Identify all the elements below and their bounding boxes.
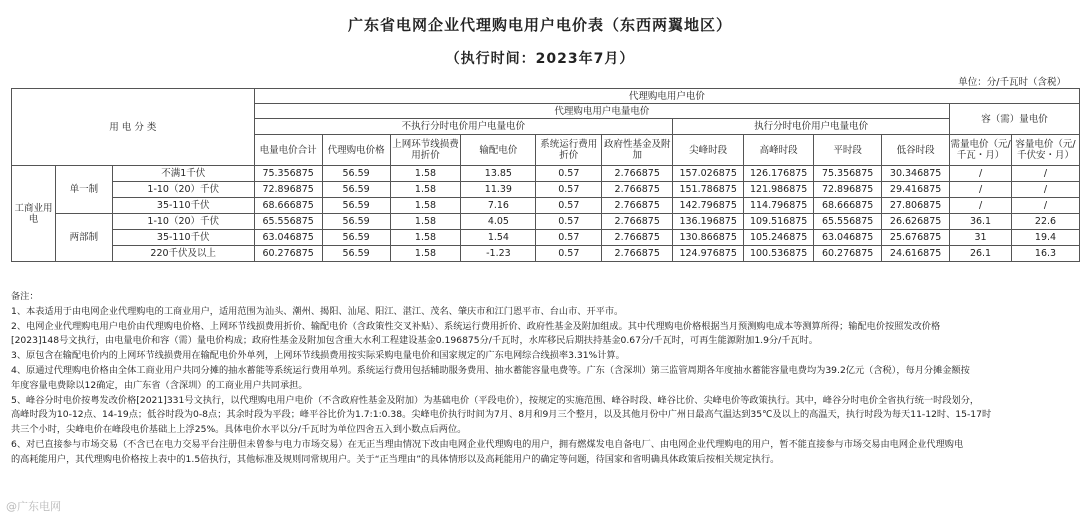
cell: 72.896875 (254, 182, 322, 198)
cell: 63.046875 (814, 230, 882, 246)
table-row (12, 166, 1080, 182)
cell: -1.23 (461, 246, 536, 262)
group-main: 工商业用电 (12, 166, 56, 262)
col-header: 低谷时段 (882, 135, 950, 166)
cell: 0.57 (536, 182, 602, 198)
cell: 56.59 (322, 246, 390, 262)
cell: 26.1 (950, 246, 1012, 262)
watermark: @广东电网 (6, 500, 61, 513)
cell: 1.58 (390, 246, 461, 262)
cell: 124.976875 (673, 246, 744, 262)
price-table (11, 88, 1080, 262)
note-line: [2023]148号文执行，由电量电价和容（需）量电价构成；政府性基金及附加包含重大水利工程建设基金0.196875分/千瓦时，水库移民后期扶持基金0.67分/千瓦时，可再生能源附加1.9分/千瓦时。 (11, 335, 818, 347)
cell: 0.57 (536, 230, 602, 246)
cell: 56.59 (322, 214, 390, 230)
cell: 36.1 (950, 214, 1012, 230)
col-header: 输配电价 (461, 135, 536, 166)
non-tou-header: 不执行分时电价用户电量电价 (254, 119, 673, 135)
cell: / (1012, 198, 1080, 214)
cell: 2.766875 (602, 182, 673, 198)
cell: 2.766875 (602, 198, 673, 214)
col-header: 政府性基金及附加 (602, 135, 673, 166)
cell: / (950, 166, 1012, 182)
col-header: 代理购电价格 (322, 135, 390, 166)
cell: 22.6 (1012, 214, 1080, 230)
note-line: 高峰时段为10-12点、14-19点；低谷时段为0-8点；其余时段为平段；峰平谷比价为1.7:1:0.38。尖峰电价执行时间为7月、8月和9月三个整月，以及其他月份中广州日最高气温达到35℃及以上的高温天，执行时段为每天11-12时、15-17时 (11, 409, 992, 421)
col-header: 上网环节线损费用折价 (390, 135, 461, 166)
row-label: 35-110千伏 (112, 198, 254, 214)
unit-label: 单位：分/千瓦时（含税） (958, 77, 1066, 88)
cell: 114.796875 (744, 198, 814, 214)
cell: 1.58 (390, 166, 461, 182)
cell: 121.986875 (744, 182, 814, 198)
note-line: 共三个小时，尖峰电价在峰段电价基础上上浮25%。具体电价水平以分/千瓦时为单位四舍五入到小数点后两位。 (11, 424, 467, 436)
col-header: 尖峰时段 (673, 135, 744, 166)
cell: 56.59 (322, 230, 390, 246)
note-line: 3、原包含在输配电价内的上网环节线损费用在输配电价外单列，上网环节线损费用按实际采购电量电价和国家规定的广东电网综合线损率3.31%计算。 (11, 350, 625, 362)
cell: / (950, 182, 1012, 198)
cell: 65.556875 (254, 214, 322, 230)
row-label: 不满1千伏 (112, 166, 254, 182)
cell: 56.59 (322, 182, 390, 198)
cell: 19.4 (1012, 230, 1080, 246)
table-row (12, 214, 1080, 230)
cell: 56.59 (322, 198, 390, 214)
cell: 65.556875 (814, 214, 882, 230)
row-label: 35-110千伏 (112, 230, 254, 246)
col-header: 容量电价（元/千伏安・月） (1012, 135, 1080, 166)
cell: 16.3 (1012, 246, 1080, 262)
cell: 126.176875 (744, 166, 814, 182)
cell: 25.676875 (882, 230, 950, 246)
cell: 2.766875 (602, 214, 673, 230)
agency-price-header: 代理购电用户电价 (254, 89, 1079, 104)
cell: 56.59 (322, 166, 390, 182)
capacity-header: 容（需）量电价 (950, 104, 1080, 135)
category-header: 用 电 分 类 (12, 89, 255, 166)
cell: 63.046875 (254, 230, 322, 246)
cell: 27.806875 (882, 198, 950, 214)
cell: 142.796875 (673, 198, 744, 214)
note-line: 2、电网企业代理购电用户电价由代理购电价格、上网环节线损费用折价、输配电价（含政策性交叉补贴）、系统运行费用折价、政府性基金及附加组成。其中代理购电价格根据当月预测购电成本等测算所得；输配电价按照发改价格 (11, 320, 941, 332)
note-line: 1、本表适用于由电网企业代理购电的工商业用户，适用范围为汕头、潮州、揭阳、汕尾、阳江、湛江、茂名、肇庆市和江门恩平市、台山市、开平市。 (11, 305, 624, 317)
cell: 0.57 (536, 246, 602, 262)
cell: 157.026875 (673, 166, 744, 182)
notes-section (11, 290, 1073, 468)
cell: 130.866875 (673, 230, 744, 246)
col-header: 系统运行费用折价 (536, 135, 602, 166)
group-double: 两部制 (55, 214, 112, 262)
cell: 7.16 (461, 198, 536, 214)
cell: 100.536875 (744, 246, 814, 262)
cell: 1.58 (390, 182, 461, 198)
cell: 60.276875 (254, 246, 322, 262)
cell: 0.57 (536, 198, 602, 214)
cell: 24.616875 (882, 246, 950, 262)
cell: 2.766875 (602, 246, 673, 262)
cell: 109.516875 (744, 214, 814, 230)
note-line: 备注： (11, 291, 39, 302)
cell: 105.246875 (744, 230, 814, 246)
cell: 2.766875 (602, 166, 673, 182)
note-line: 的高耗能用户，其代理购电价格按上表中的1.5倍执行，其他标准及规则同常规用户。关于“正当理由”的具体情形以及高耗能用户的确定等问题，待国家和省明确具体政策后按相关规定执行。 (11, 453, 780, 465)
cell: 1.54 (461, 230, 536, 246)
cell: 29.416875 (882, 182, 950, 198)
cell: 0.57 (536, 166, 602, 182)
row-label: 220千伏及以上 (112, 246, 254, 262)
note-line: 4、原通过代理购电价格由全体工商业用户共同分摊的抽水蓄能等系统运行费用单列。系统运行费用包括辅助服务费用、抽水蓄能容量电费等。广东（含深圳）第三监管周期各年度抽水蓄能容量电费均为39.2亿元（含税），每月分摊金额按 (11, 364, 970, 376)
col-header: 电量电价合计 (254, 135, 322, 166)
note-line: 年度容量电费除以12确定，由广东省（含深圳）的工商业用户共同承担。 (11, 379, 308, 391)
cell: 1.58 (390, 230, 461, 246)
group-single: 单一制 (55, 166, 112, 214)
cell: 136.196875 (673, 214, 744, 230)
cell: 30.346875 (882, 166, 950, 182)
cell: 31 (950, 230, 1012, 246)
note-line: 6、对已直接参与市场交易（不含已在电力交易平台注册但未曾参与电力市场交易）在无正当理由情况下改由电网企业代理购电的用户，拥有燃煤发电自备电厂、由电网企业代理购电的用户，暂不能直接参与市场交易由电网企业代理购电 (11, 438, 964, 450)
energy-price-header: 代理购电用户电量电价 (254, 104, 949, 119)
table-row (12, 246, 1080, 262)
table-row (12, 198, 1080, 214)
col-header: 平时段 (814, 135, 882, 166)
col-header: 需量电价（元/千瓦・月） (950, 135, 1012, 166)
row-label: 1-10（20）千伏 (112, 182, 254, 198)
cell: 0.57 (536, 214, 602, 230)
cell: 68.666875 (814, 198, 882, 214)
table-row (12, 182, 1080, 198)
tou-header: 执行分时电价用户电量电价 (673, 119, 950, 135)
note-line: 5、峰谷分时电价按粤发改价格[2021]331号文执行，以代理购电用户电价（不含政府性基金及附加）为基础电价（平段电价），按规定的实施范围、峰谷时段、峰谷比价、尖峰电价等政策执行。其中，峰谷分时电价全省执行统一时段划分， (11, 394, 980, 406)
cell: 75.356875 (814, 166, 882, 182)
cell: 4.05 (461, 214, 536, 230)
page-title: 广东省电网企业代理购电用户电价表（东西两翼地区） (347, 16, 732, 34)
cell: / (950, 198, 1012, 214)
cell: 151.786875 (673, 182, 744, 198)
cell: 68.666875 (254, 198, 322, 214)
cell: 60.276875 (814, 246, 882, 262)
cell: 11.39 (461, 182, 536, 198)
row-label: 1-10（20）千伏 (112, 214, 254, 230)
col-header: 高峰时段 (744, 135, 814, 166)
cell: 1.58 (390, 214, 461, 230)
cell: / (1012, 166, 1080, 182)
cell: 2.766875 (602, 230, 673, 246)
cell: 13.85 (461, 166, 536, 182)
cell: 1.58 (390, 198, 461, 214)
page-subtitle: （执行时间：2023年7月） (445, 51, 635, 67)
cell: 26.626875 (882, 214, 950, 230)
cell: 72.896875 (814, 182, 882, 198)
table-row (12, 230, 1080, 246)
cell: 75.356875 (254, 166, 322, 182)
cell: / (1012, 182, 1080, 198)
